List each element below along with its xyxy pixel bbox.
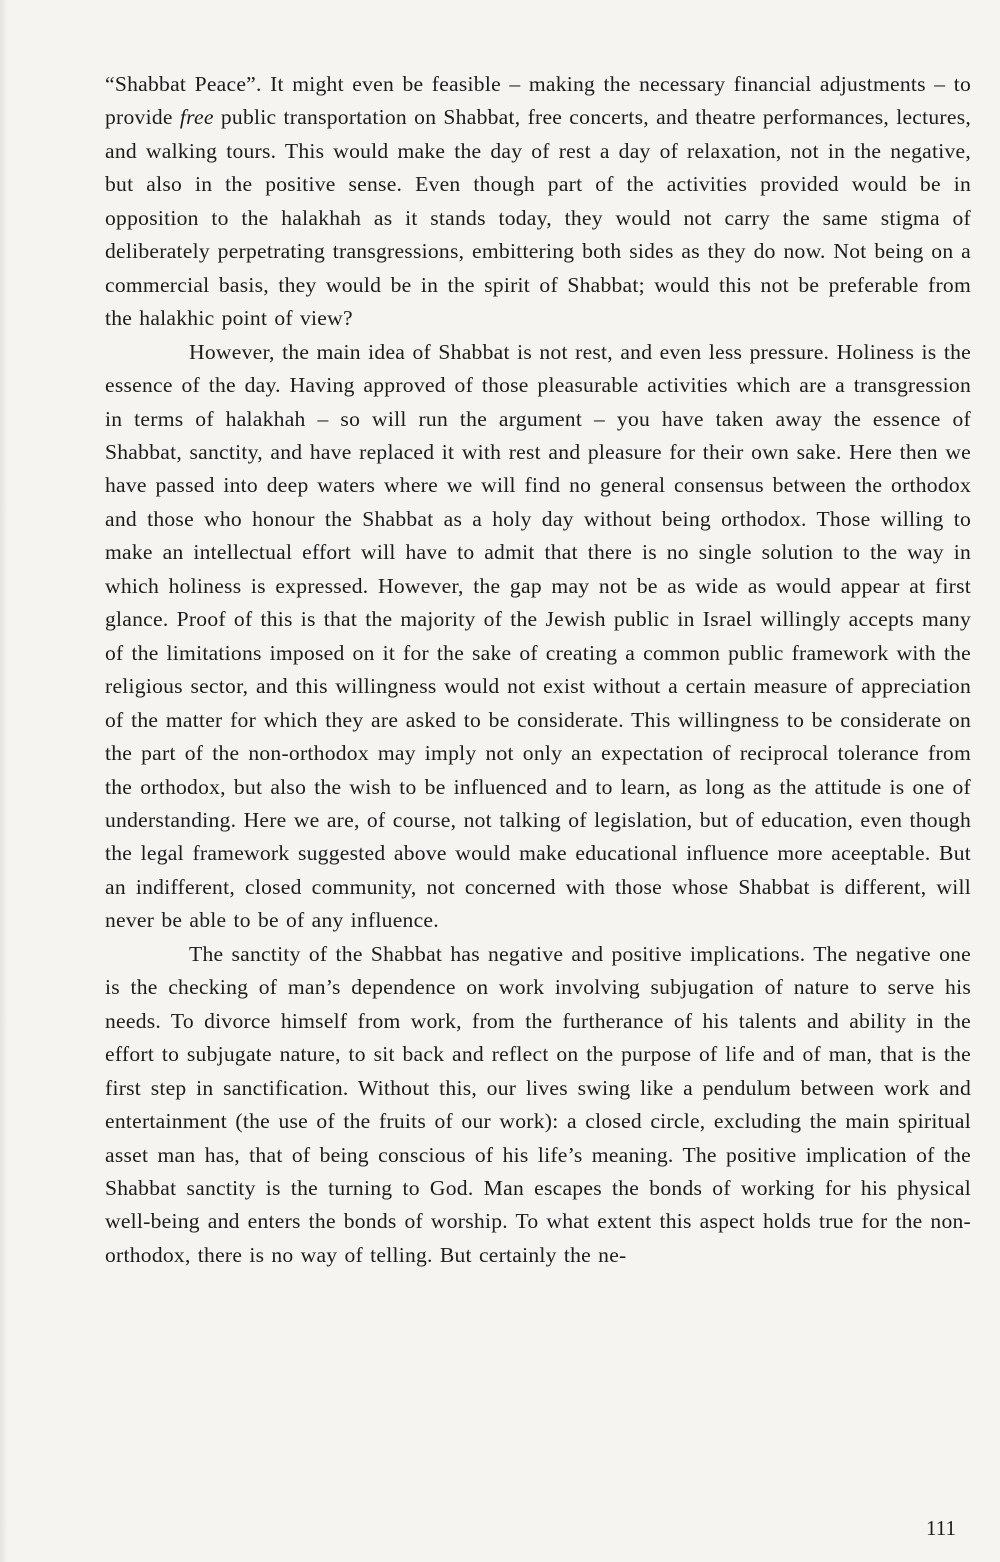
paragraph-1-end: public transportation on Shabbat, free concerts, and theatre performances, lectures, and walking tours. This would make the day of rest a day of relaxation, not in the negative, but also in the positive sense. Even though part of the activities provided would be in opposition to the halakhah as it stands today, they would not carry the same stigma of deliberately perpetrating transgressions, embittering both sides as they do now. Not being on a commercial basis, they would be in the spirit of Shabbat; would this not be preferable from the halakhic point of view? bbox=[105, 105, 971, 331]
page-edge-shadow bbox=[0, 0, 8, 1562]
emphasis-free: free bbox=[179, 105, 214, 130]
paragraph-1 bbox=[105, 68, 971, 336]
paragraph-3: The sanctity of the Shabbat has negative and positive implications. The negative one is the checking of man’s dependence on work involving subjugation of nature to serve his needs. To divorce himself from work, from the furtherance of his talents and ability in the effort to subjugate nature, to sit back and reflect on the purpose of life and of man, that is the first step in sanctification. Without this, our lives swing like a pendulum between work and entertainment (the use of the fruits of our work): a closed circle, excluding the main spiritual asset man has, that of being conscious of his life’s meaning. The positive implication of the Shabbat sanctity is the turning to God. Man escapes the bonds of working for his physical well-being and enters the bonds of worship. To what extent this aspect holds true for the non-orthodox, there is no way of telling. But certainly the ne- bbox=[105, 941, 971, 1267]
page-number: 111 bbox=[926, 1516, 956, 1540]
paragraph-1-start: “Shabbat Peace”. It might even be feasible – making the necessary financial adjustments – to provide bbox=[105, 72, 971, 130]
body-text bbox=[105, 68, 971, 1272]
paragraph-2: However, the main idea of Shabbat is not rest, and even less pressure. Holiness is the essence of the day. Having approved of those pleasurable activities which are a transgression in terms of halakhah – so will run the argument – you have taken away the essence of Shabbat, sanctity, and have replaced it with rest and pleasure for their own sake. Here then we have passed into deep waters where we will find no general consensus between the orthodox and those who honour the Shabbat as a holy day without being orthodox. Those willing to make an intellectual effort will have to admit that there is no single solution to the way in which holiness is expressed. However, the gap may not be as wide as would appear at first glance. Proof of this is that the majority of the Jewish public in Israel willingly accepts many of the limitations imposed on it for the sake of creating a common public framework with the religious sector, and this willingness would not exist without a certain measure of appreciation of the matter for which they are asked to be considerate. This willingness to be considerate on the part of the non-orthodox may imply not only an expectation of reciprocal tolerance from the orthodox, but also the wish to be influenced and to learn, as long as the attitude is one of understanding. Here we are, of course, not talking of legislation, but of education, even though the legal framework suggested above would make educational influence more aceeptable. But an indifferent, closed community, not concerned with those whose Shabbat is different, will never be able to be of any influence. bbox=[105, 339, 971, 933]
